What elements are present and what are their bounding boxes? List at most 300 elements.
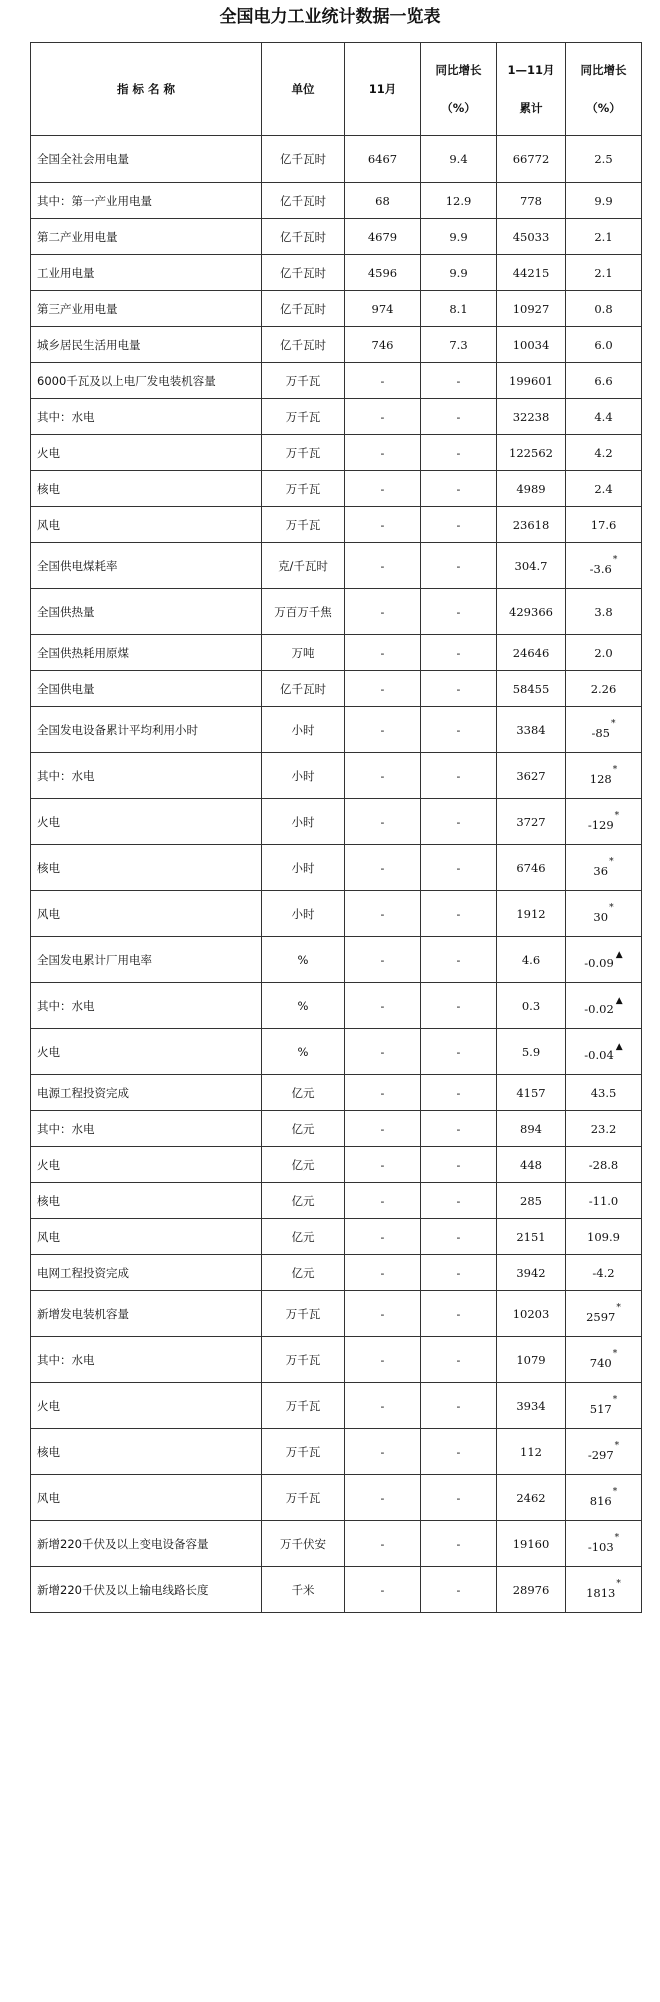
cumulative-value-text: 0.3 xyxy=(521,998,541,1013)
cumulative-yoy xyxy=(566,1429,642,1475)
unit-cell xyxy=(262,435,345,471)
cumulative-yoy xyxy=(566,1029,642,1075)
cumulative-value-text: 4.6 xyxy=(521,952,541,967)
month-value xyxy=(345,1567,421,1613)
table-row xyxy=(31,891,642,937)
cumulative-value xyxy=(497,635,566,671)
cumulative-yoy xyxy=(566,1337,642,1383)
indicator-name-text: 全国供电煤耗率 xyxy=(37,558,118,573)
month-yoy-text: 9.9 xyxy=(449,265,468,280)
month-yoy-text: - xyxy=(456,445,461,460)
indicator-name-text: 第三产业用电量 xyxy=(37,301,118,316)
indicator-name xyxy=(31,1255,262,1291)
indicator-name xyxy=(31,799,262,845)
month-yoy xyxy=(421,1029,497,1075)
header-cyoy-line1: 同比增长 xyxy=(580,63,627,77)
unit-cell xyxy=(262,1183,345,1219)
unit-cell-text: 亿千瓦时 xyxy=(280,681,326,696)
cumulative-yoy-text: -0.04 xyxy=(584,1048,614,1062)
indicator-name xyxy=(31,1429,262,1475)
month-value xyxy=(345,1183,421,1219)
cumulative-value-text: 4157 xyxy=(516,1085,546,1100)
unit-cell-text: 小时 xyxy=(291,814,315,829)
table-row xyxy=(31,471,642,507)
cumulative-value xyxy=(497,1255,566,1291)
month-value-text: - xyxy=(380,1229,385,1244)
month-yoy xyxy=(421,136,497,183)
unit-cell-text: % xyxy=(297,952,309,967)
month-value xyxy=(345,1147,421,1183)
header-row xyxy=(31,43,642,136)
indicator-name-text: 全国发电累计厂用电率 xyxy=(37,952,152,967)
cumulative-value xyxy=(497,671,566,707)
cumulative-yoy xyxy=(566,183,642,219)
unit-cell-text: 亿元 xyxy=(291,1265,315,1280)
month-value-text: 6467 xyxy=(367,152,398,166)
month-value xyxy=(345,635,421,671)
month-value-text: - xyxy=(380,517,385,532)
month-value-text: - xyxy=(380,445,385,460)
month-yoy-text: - xyxy=(456,1085,461,1100)
month-value-text: - xyxy=(380,1306,385,1321)
table-row xyxy=(31,136,642,183)
cumulative-value-text: 10034 xyxy=(512,337,550,352)
unit-cell-text: 亿元 xyxy=(291,1229,315,1244)
month-value xyxy=(345,1291,421,1337)
cumulative-yoy xyxy=(566,1075,642,1111)
header-cum-yoy xyxy=(566,43,642,136)
cumulative-value-text: 3942 xyxy=(516,1265,546,1280)
unit-cell xyxy=(262,891,345,937)
unit-cell xyxy=(262,589,345,635)
cumulative-value-text: 778 xyxy=(520,193,542,208)
asterisk-note-icon: * xyxy=(614,810,620,821)
asterisk-note-icon: * xyxy=(616,1578,621,1589)
month-yoy xyxy=(421,1075,497,1111)
unit-cell xyxy=(262,1075,345,1111)
unit-cell-text: 万千瓦 xyxy=(285,481,321,496)
month-yoy xyxy=(421,1255,497,1291)
asterisk-note-icon: * xyxy=(614,1532,620,1543)
cumulative-yoy-text: 17.6 xyxy=(590,517,617,532)
indicator-name xyxy=(31,1383,262,1429)
unit-cell xyxy=(262,471,345,507)
cumulative-yoy-text: 517 xyxy=(589,1402,612,1417)
table-row xyxy=(31,255,642,291)
month-value xyxy=(345,1255,421,1291)
month-yoy xyxy=(421,399,497,435)
month-value-text: - xyxy=(380,906,385,921)
cumulative-yoy-text: 2.26 xyxy=(590,681,617,696)
indicator-name-text: 火电 xyxy=(37,1044,60,1059)
unit-cell xyxy=(262,707,345,753)
month-value-text: - xyxy=(380,1157,385,1172)
month-yoy-text: - xyxy=(456,1044,461,1059)
cumulative-yoy xyxy=(566,635,642,671)
month-value xyxy=(345,399,421,435)
cumulative-yoy-text: 4.4 xyxy=(594,409,613,424)
month-value-text: - xyxy=(380,1398,385,1413)
cumulative-value xyxy=(497,1475,566,1521)
cumulative-yoy-text: 2.0 xyxy=(594,645,613,660)
month-yoy xyxy=(421,219,497,255)
month-yoy xyxy=(421,753,497,799)
indicator-name xyxy=(31,671,262,707)
indicator-name-text: 核电 xyxy=(37,1444,60,1459)
indicator-name-text: 其中：水电 xyxy=(37,409,95,424)
indicator-name xyxy=(31,589,262,635)
header-cum-line1: 1—11月 xyxy=(507,63,555,77)
indicator-name xyxy=(31,255,262,291)
cumulative-value-text: 19160 xyxy=(512,1536,550,1551)
month-value-text: - xyxy=(380,1444,385,1459)
cumulative-value xyxy=(497,1429,566,1475)
cumulative-yoy xyxy=(566,435,642,471)
header-yoy xyxy=(421,43,497,136)
cumulative-yoy-text: 2.5 xyxy=(594,152,613,166)
month-yoy-text: 8.1 xyxy=(449,301,468,316)
cumulative-yoy-text: -4.2 xyxy=(592,1265,615,1280)
cumulative-value-text: 112 xyxy=(520,1444,542,1459)
unit-cell xyxy=(262,136,345,183)
table-body xyxy=(31,136,642,1613)
table-row xyxy=(31,291,642,327)
month-value-text: - xyxy=(380,409,385,424)
cumulative-value xyxy=(497,1075,566,1111)
table-row xyxy=(31,507,642,543)
cumulative-value-text: 122562 xyxy=(509,445,553,460)
indicator-name xyxy=(31,635,262,671)
cumulative-value-text: 448 xyxy=(520,1157,542,1172)
cumulative-value-text: 199601 xyxy=(509,373,553,388)
month-value xyxy=(345,543,421,589)
indicator-name xyxy=(31,543,262,589)
cumulative-value xyxy=(497,291,566,327)
indicator-name xyxy=(31,1219,262,1255)
indicator-name-text: 火电 xyxy=(37,1398,60,1413)
cumulative-yoy-text: -129 xyxy=(587,818,614,833)
cumulative-value xyxy=(497,799,566,845)
cumulative-yoy xyxy=(566,327,642,363)
cumulative-yoy-text: 36 xyxy=(593,864,609,879)
month-yoy-text: - xyxy=(456,906,461,921)
month-yoy xyxy=(421,589,497,635)
unit-cell-text: 万吨 xyxy=(291,645,315,660)
month-yoy xyxy=(421,543,497,589)
month-yoy-text: - xyxy=(456,558,461,573)
table-row xyxy=(31,1075,642,1111)
cumulative-value-text: 24646 xyxy=(512,645,550,660)
unit-cell-text: 亿元 xyxy=(291,1193,315,1208)
table-row xyxy=(31,635,642,671)
table-row xyxy=(31,1219,642,1255)
month-value xyxy=(345,589,421,635)
month-value-text: - xyxy=(380,1085,385,1100)
table-row xyxy=(31,1475,642,1521)
indicator-name-text: 核电 xyxy=(37,1193,60,1208)
month-value-text: - xyxy=(380,481,385,496)
cumulative-value-text: 6746 xyxy=(516,860,546,875)
month-yoy-text: - xyxy=(456,1490,461,1505)
cumulative-value xyxy=(497,891,566,937)
indicator-name xyxy=(31,183,262,219)
unit-cell xyxy=(262,1383,345,1429)
month-yoy xyxy=(421,363,497,399)
month-yoy xyxy=(421,707,497,753)
month-yoy xyxy=(421,1147,497,1183)
table-row xyxy=(31,1111,642,1147)
unit-cell xyxy=(262,983,345,1029)
month-yoy-text: - xyxy=(456,768,461,783)
month-yoy-text: - xyxy=(456,952,461,967)
cumulative-value xyxy=(497,707,566,753)
cumulative-yoy-text: 109.9 xyxy=(587,1229,620,1244)
unit-cell-text: 万千瓦 xyxy=(285,445,321,460)
cumulative-value-text: 3727 xyxy=(516,814,546,829)
header-name: 指 标 名 称 xyxy=(31,43,262,136)
unit-cell xyxy=(262,1521,345,1567)
indicator-name xyxy=(31,1111,262,1147)
cumulative-yoy-text: -297 xyxy=(587,1448,614,1463)
month-yoy xyxy=(421,183,497,219)
indicator-name-text: 风电 xyxy=(37,517,60,532)
table-row xyxy=(31,327,642,363)
month-yoy xyxy=(421,1219,497,1255)
indicator-name xyxy=(31,1475,262,1521)
unit-cell xyxy=(262,1255,345,1291)
cumulative-value xyxy=(497,1219,566,1255)
asterisk-note-icon: * xyxy=(609,856,614,867)
indicator-name-text: 6000千瓦及以上电厂发电装机容量 xyxy=(37,373,216,388)
indicator-name xyxy=(31,1147,262,1183)
table-row xyxy=(31,753,642,799)
month-value-text: - xyxy=(380,558,385,573)
month-value-text: - xyxy=(380,722,385,737)
unit-cell-text: 万千瓦 xyxy=(285,1306,321,1321)
cumulative-value xyxy=(497,471,566,507)
table-row xyxy=(31,1429,642,1475)
cumulative-yoy xyxy=(566,363,642,399)
month-value-text: - xyxy=(380,645,385,660)
cumulative-yoy-text: 4.2 xyxy=(594,445,613,460)
unit-cell-text: 亿元 xyxy=(291,1085,315,1100)
month-value xyxy=(345,707,421,753)
indicator-name-text: 全国供电量 xyxy=(37,681,95,696)
unit-cell-text: 亿千瓦时 xyxy=(280,301,326,316)
indicator-name xyxy=(31,435,262,471)
indicator-name xyxy=(31,707,262,753)
month-yoy-text: 12.9 xyxy=(445,193,472,208)
unit-cell-text: 小时 xyxy=(291,906,315,921)
unit-cell-text: 小时 xyxy=(291,860,315,875)
month-value-text: 68 xyxy=(375,193,390,208)
asterisk-note-icon: * xyxy=(612,1394,618,1405)
cumulative-value xyxy=(497,136,566,183)
indicator-name xyxy=(31,327,262,363)
unit-cell xyxy=(262,1567,345,1613)
cumulative-yoy xyxy=(566,291,642,327)
month-value-text: - xyxy=(380,1582,385,1597)
month-value-text: - xyxy=(380,860,385,875)
month-yoy-text: - xyxy=(456,681,461,696)
indicator-name xyxy=(31,983,262,1029)
unit-cell xyxy=(262,753,345,799)
unit-cell xyxy=(262,1219,345,1255)
unit-cell xyxy=(262,1029,345,1075)
month-yoy-text: - xyxy=(456,1306,461,1321)
indicator-name xyxy=(31,891,262,937)
indicator-name-text: 全国供热量 xyxy=(37,604,95,619)
indicator-name-text: 其中：水电 xyxy=(37,1121,95,1136)
table-row xyxy=(31,399,642,435)
month-yoy-text: - xyxy=(456,1352,461,1367)
unit-cell xyxy=(262,635,345,671)
unit-cell-text: % xyxy=(297,1044,309,1059)
indicator-name-text: 全国供热耗用原煤 xyxy=(37,645,129,660)
indicator-name xyxy=(31,136,262,183)
cumulative-yoy xyxy=(566,707,642,753)
indicator-name xyxy=(31,1291,262,1337)
month-yoy xyxy=(421,435,497,471)
month-value-text: - xyxy=(380,1265,385,1280)
unit-cell-text: 千米 xyxy=(291,1582,315,1597)
cumulative-value-text: 5.9 xyxy=(521,1044,541,1059)
month-value xyxy=(345,937,421,983)
header-cyoy-line2: （%） xyxy=(586,101,621,115)
cumulative-yoy xyxy=(566,937,642,983)
unit-cell xyxy=(262,1111,345,1147)
month-value-text: 4596 xyxy=(367,265,398,280)
cumulative-value xyxy=(497,983,566,1029)
month-value xyxy=(345,799,421,845)
indicator-name xyxy=(31,1567,262,1613)
cumulative-yoy xyxy=(566,589,642,635)
cumulative-value xyxy=(497,327,566,363)
month-value xyxy=(345,1337,421,1383)
header-cumulative xyxy=(497,43,566,136)
month-yoy xyxy=(421,255,497,291)
cumulative-value-text: 23618 xyxy=(512,517,550,532)
month-yoy-text: - xyxy=(456,860,461,875)
indicator-name-text: 新增220千伏及以上输电线路长度 xyxy=(37,1582,209,1597)
month-yoy xyxy=(421,845,497,891)
cumulative-value xyxy=(497,1383,566,1429)
header-yoy-line2: （%） xyxy=(441,101,476,115)
unit-cell xyxy=(262,1291,345,1337)
indicator-name-text: 火电 xyxy=(37,814,60,829)
month-yoy-text: 7.3 xyxy=(449,337,468,352)
asterisk-note-icon: * xyxy=(612,1486,618,1497)
month-value xyxy=(345,753,421,799)
month-yoy-text: - xyxy=(456,1582,461,1597)
indicator-name-text: 第二产业用电量 xyxy=(37,229,118,244)
cumulative-yoy xyxy=(566,671,642,707)
month-yoy xyxy=(421,471,497,507)
indicator-name-text: 全国发电设备累计平均利用小时 xyxy=(37,722,198,737)
month-value xyxy=(345,1429,421,1475)
indicator-name-text: 其中：第一产业用电量 xyxy=(37,193,152,208)
cumulative-value-text: 1912 xyxy=(516,906,546,921)
cumulative-yoy-text: 23.2 xyxy=(590,1121,617,1136)
month-yoy-text: - xyxy=(456,409,461,424)
indicator-name xyxy=(31,219,262,255)
month-yoy-text: 9.4 xyxy=(449,152,468,166)
table-row xyxy=(31,671,642,707)
unit-cell xyxy=(262,219,345,255)
unit-cell xyxy=(262,363,345,399)
month-yoy xyxy=(421,1475,497,1521)
indicator-name xyxy=(31,291,262,327)
cumulative-yoy-text: -11.0 xyxy=(588,1193,619,1208)
month-yoy-text: - xyxy=(456,645,461,660)
unit-cell-text: 万千瓦 xyxy=(285,373,321,388)
indicator-name xyxy=(31,753,262,799)
month-yoy xyxy=(421,1429,497,1475)
cumulative-yoy xyxy=(566,543,642,589)
cumulative-value xyxy=(497,363,566,399)
cumulative-yoy-text: -85 xyxy=(591,726,611,741)
month-value xyxy=(345,219,421,255)
cumulative-yoy xyxy=(566,1475,642,1521)
cumulative-value xyxy=(497,589,566,635)
month-yoy-text: - xyxy=(456,1157,461,1172)
month-yoy-text: - xyxy=(456,1121,461,1136)
month-value-text: - xyxy=(380,1121,385,1136)
month-yoy xyxy=(421,671,497,707)
month-value-text: - xyxy=(380,768,385,783)
asterisk-note-icon: * xyxy=(612,554,618,565)
table-row xyxy=(31,363,642,399)
triangle-note-icon: ▲ xyxy=(615,1042,623,1052)
month-yoy-text: - xyxy=(456,1265,461,1280)
indicator-name-text: 城乡居民生活用电量 xyxy=(37,337,141,352)
month-value xyxy=(345,435,421,471)
cumulative-yoy xyxy=(566,845,642,891)
cumulative-yoy-text: 740 xyxy=(589,1356,612,1371)
month-yoy-text: - xyxy=(456,517,461,532)
cumulative-value xyxy=(497,435,566,471)
indicator-name-text: 火电 xyxy=(37,445,60,460)
unit-cell-text: 亿千瓦时 xyxy=(280,152,326,166)
indicator-name-text: 电网工程投资完成 xyxy=(37,1265,129,1280)
cumulative-yoy xyxy=(566,1219,642,1255)
cumulative-yoy xyxy=(566,1183,642,1219)
month-yoy xyxy=(421,1291,497,1337)
table-title: 全国电力工业统计数据一览表 xyxy=(219,7,441,27)
month-value-text: 4679 xyxy=(367,229,398,244)
cumulative-yoy xyxy=(566,1255,642,1291)
unit-cell-text: 亿千瓦时 xyxy=(280,193,326,208)
month-yoy xyxy=(421,1111,497,1147)
month-value xyxy=(345,1111,421,1147)
unit-cell xyxy=(262,1429,345,1475)
asterisk-note-icon: * xyxy=(616,1302,621,1313)
cumulative-value xyxy=(497,543,566,589)
cumulative-yoy-text: 0.8 xyxy=(594,301,613,316)
indicator-name-text: 其中：水电 xyxy=(37,1352,95,1367)
month-value-text: - xyxy=(380,604,385,619)
unit-cell-text: 亿元 xyxy=(291,1157,315,1172)
cumulative-value xyxy=(497,1147,566,1183)
month-yoy xyxy=(421,891,497,937)
cumulative-value-text: 304.7 xyxy=(514,558,548,573)
table-row xyxy=(31,1291,642,1337)
unit-cell-text: 万千瓦 xyxy=(285,517,321,532)
month-yoy-text: - xyxy=(456,1536,461,1551)
table-row xyxy=(31,1029,642,1075)
indicator-name xyxy=(31,399,262,435)
month-value xyxy=(345,1475,421,1521)
